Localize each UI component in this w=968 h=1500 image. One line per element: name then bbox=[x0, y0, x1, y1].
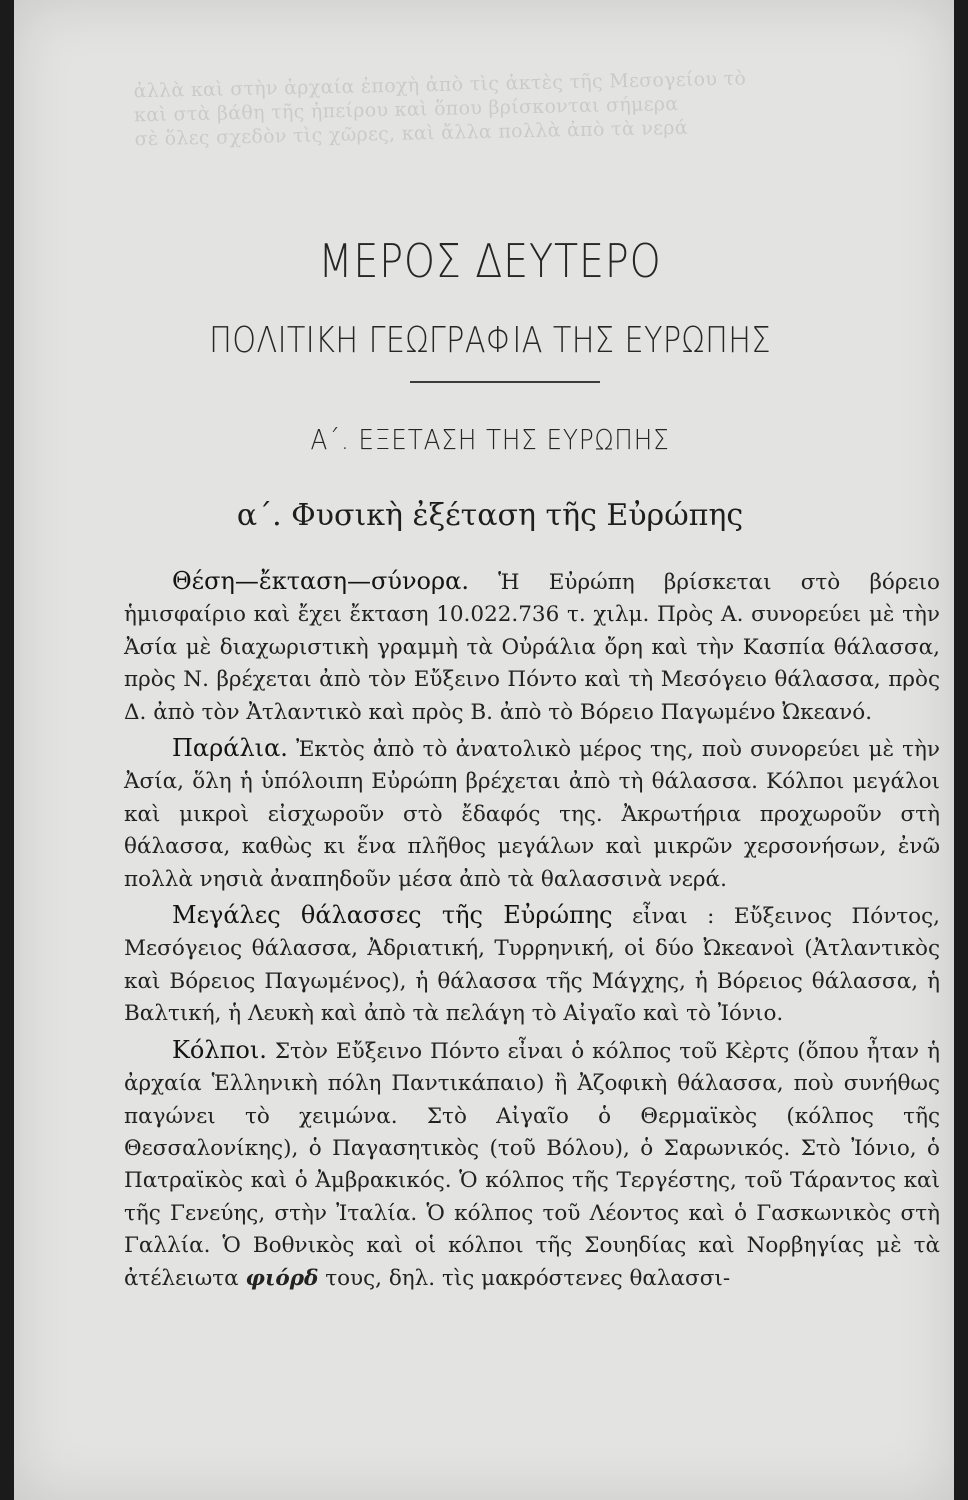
title-divider bbox=[410, 381, 600, 383]
page-subtitle: ΠΟΛΙΤΙΚΗ ΓΕΩΓΡΑΦΙΑ ΤΗΣ ΕΥΡΩΠΗΣ bbox=[209, 320, 771, 361]
paragraph-lead: Μεγάλες θάλασσες τῆς Εὐρώπης bbox=[172, 901, 613, 930]
paragraph-text: Στὸν Εὔξεινο Πόντο εἶναι ὁ κόλπος τοῦ Κὲρτς (ὅπου ἦταν ἡ ἀρχαία Ἑλληνικὴ πόλη Παντικάπαιο) ἢ Ἀζοφικὴ θάλασσα, ποὺ συνήθως παγώνει τὸ χειμώνα. Στὸ Αἰγαῖο ὁ Θερμαϊκὸς (κόλπος τῆς Θεσσαλονίκης), ὁ Παγασητικὸς (τοῦ Βόλου), ὁ Σαρωνικός. Στὸ Ἰόνιο, ὁ Πατραϊκὸς καὶ ὁ Ἀμβρακικός. Ὁ κόλπος τῆς Τεργέστης, τοῦ Τάραντος καὶ τῆς Γενεύης, στὴν Ἰταλία. Ὁ κόλπος τοῦ Λέοντος καὶ ὁ Γασκωνικὸς στὴ Γαλλία. Ὁ Βοθνικὸς καὶ οἱ κόλποι τῆς Σουηδίας καὶ Νορβηγίας μὲ τὰ ἀτέλειωτα bbox=[124, 1038, 940, 1291]
emphasized-word: φιόρδ bbox=[245, 1265, 319, 1291]
body-text bbox=[124, 565, 940, 1295]
paragraph-text: Ἐκτὸς ἀπὸ τὸ ἀνατολικὸ μέρος της, ποὺ συνορεύει μὲ τὴν Ἀσία, ὅλη ἡ ὑπόλοιπη Εὐρώπη βρέχεται ἀπὸ τὴ θάλασσα. Κόλποι μεγάλοι καὶ μικροὶ εἰσχωροῦν στὸ ἔδαφός της. Ἀκρωτήρια προχωροῦν στὴ θάλασσα, καθὼς κι ἕνα πλῆθος μεγάλων καὶ μικρῶν χερσονήσων, ἐνῶ πολλὰ νησιὰ ἀναπηδοῦν μέσα ἀπὸ τὰ θαλασσινὰ νερά. bbox=[124, 737, 940, 892]
subsection-title: α΄. Φυσικὴ ἐξέταση τῆς Εὐρώπης bbox=[236, 498, 744, 533]
paragraph-lead: Κόλποι. bbox=[172, 1035, 267, 1064]
paragraph-coasts bbox=[124, 732, 940, 896]
paragraph-gulfs bbox=[124, 1034, 940, 1295]
section-title: Α΄. ΕΞΕΤΑΣΗ ΤΗΣ ΕΥΡΩΠΗΣ bbox=[310, 423, 670, 456]
paragraph-tail: τους, δηλ. τὶς μακρόστενες θαλασσι- bbox=[318, 1265, 731, 1291]
book-page bbox=[14, 0, 954, 1500]
paragraph-position bbox=[124, 565, 940, 729]
paragraph-text: Ἡ Εὐρώπη βρίσκεται στὸ βόρειο ἡμισφαίριο καὶ ἔχει ἔκταση 10.022.736 τ. χιλμ. Πρὸς Α. συνορεύει μὲ τὴν Ἀσία μὲ διαχωριστικὴ γραμμὴ τὰ Οὐράλια ὄρη καὶ τὴν Κασπία θάλασσα, πρὸς Ν. βρέχεται ἀπὸ τὸν Εὔξεινο Πόντο καὶ τὴ Μεσόγειο θάλασσα, πρὸς Δ. ἀπὸ τὸν Ἀτλαντικὸ καὶ πρὸς Β. ἀπὸ τὸ Βόρειο Παγωμένο Ὠκεανό. bbox=[124, 570, 940, 725]
paragraph-lead: Παράλια. bbox=[172, 734, 288, 763]
part-title: ΜΕΡΟΣ ΔΕΥΤΕΡΟ bbox=[318, 234, 662, 288]
paragraph-seas bbox=[124, 899, 940, 1031]
paragraph-lead: Θέση—ἔκταση—σύνορα. bbox=[172, 567, 469, 595]
paragraph-text: εἶναι : Εὔξεινος Πόντος, Μεσόγειος θάλασσα, Ἀδριατική, Τυρρηνική, οἱ δύο Ὠκεανοὶ (Ἀτλαντικὸς καὶ Βόρειος Παγωμένος), ἡ θάλασσα τῆς Μάγχης, ἡ Βόρειος θάλασσα, ἡ Βαλτική, ἡ Λευκὴ καὶ ἀπὸ τὰ πελάγη τὸ Αἰγαῖο καὶ τὸ Ἰόνιο. bbox=[124, 904, 940, 1027]
bleed-through-text: ἀλλὰ καὶ στὴν ἀρχαία ἐποχὴ ἀπὸ τὶς ἀκτὲς τῆς Μεσογείου τὸ καὶ στὰ βάθη τῆς ἠπείρου καὶ ὅπου βρίσκονται σήμερα σὲ ὅλες σχεδὸν τὶς χῶρες, καὶ ἄλλα πολλὰ ἀπὸ τὰ νερά bbox=[133, 67, 747, 151]
